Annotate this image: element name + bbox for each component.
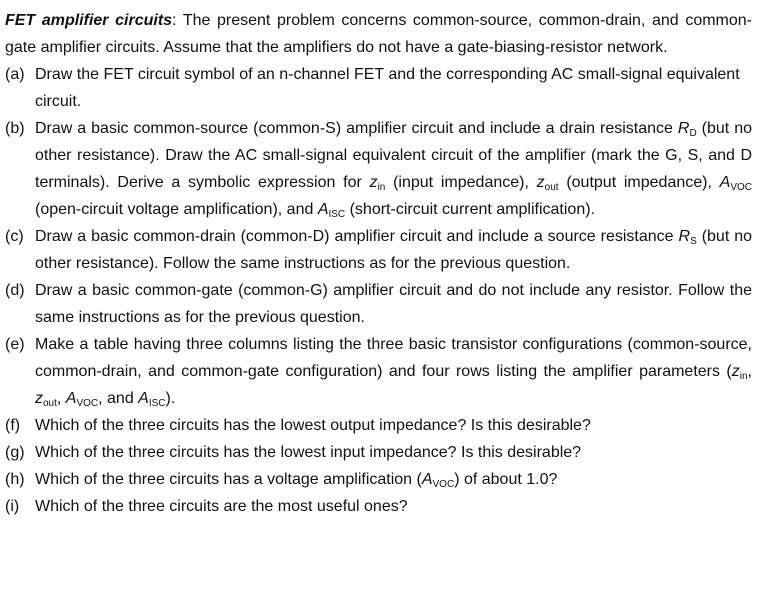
symbol-aisc: $A_{ISC}$	[317, 201, 346, 220]
question-label: (d)	[5, 282, 25, 299]
question-text-part: Make a table having three columns listing the three basic transistor configurations (common-source, common-drain, and common-gate configuration) and four rows listing the amplifier parameters (	[35, 336, 752, 380]
question-text-part: (short-circuit current amplification).	[345, 201, 595, 218]
question-label: (b)	[5, 120, 25, 137]
symbol-rd: $R_D$	[677, 120, 697, 139]
question-i	[5, 493, 752, 520]
question-text-part: ) of about 1.0?	[454, 471, 558, 488]
question-text-part: Which of the three circuits has the lowest output impedance? Is this desirable?	[35, 417, 591, 434]
question-text-part: Draw a basic common-source (common-S) amplifier circuit and include a drain resistance	[35, 120, 678, 137]
question-text	[35, 277, 752, 331]
question-text	[35, 115, 752, 223]
question-label: (i)	[5, 498, 20, 515]
question-text-part: ,	[747, 363, 752, 380]
question-text-part: (but no other resistance). Follow the same instructions as for the previous question.	[35, 228, 752, 272]
question-b	[5, 115, 752, 223]
question-label: (e)	[5, 336, 25, 353]
symbol-zout: $z_{out}$	[35, 390, 57, 409]
problem-title: FET amplifier circuits	[5, 12, 173, 29]
symbol-zin: $z_{in}$	[731, 363, 748, 382]
question-label: (c)	[5, 228, 24, 245]
question-e	[5, 331, 752, 412]
question-label: (a)	[5, 66, 25, 83]
question-d	[5, 277, 752, 331]
question-h	[5, 466, 752, 493]
question-text	[35, 223, 752, 277]
symbol-avoc: $A_{VOC}$	[719, 174, 753, 193]
symbol-zout: $z_{out}$	[536, 174, 559, 193]
question-text-part: (input impedance),	[385, 174, 537, 191]
question-text-part: , and	[98, 390, 139, 407]
question-label: (g)	[5, 444, 25, 461]
question-text-part: (open-circuit voltage amplification), and	[35, 201, 318, 218]
symbol-zin: $z_{in}$	[369, 174, 386, 193]
intro-text: : The present problem concerns common-source, common-drain, and common-gate amplifier circuits. Assume that the amplifiers do not have a gate-biasing-resistor network.	[5, 12, 752, 56]
question-text-part: Which of the three circuits has the lowest input impedance? Is this desirable?	[35, 444, 582, 461]
question-a	[5, 61, 752, 115]
question-text-part: ).	[165, 390, 176, 407]
question-text-part: Draw the FET circuit symbol of an n-channel FET and the corresponding AC small-signal equivalent circuit.	[35, 66, 740, 110]
question-text-part: Which of the three circuits has a voltage amplification (	[35, 471, 422, 488]
question-text-part: (but no other resistance). Draw the AC small-signal equivalent circuit of the amplifier (mark the G, S, and D terminals). Derive a symbolic expression for	[35, 120, 752, 191]
symbol-aisc: $A_{ISC}$	[138, 390, 166, 409]
question-text	[35, 61, 752, 115]
question-text-part: Which of the three circuits are the most useful ones?	[35, 498, 408, 515]
question-label: (f)	[5, 417, 21, 434]
symbol-rs: $R_S$	[678, 228, 697, 247]
question-text	[35, 466, 752, 493]
question-f	[5, 412, 752, 439]
question-label: (h)	[5, 471, 25, 488]
question-c	[5, 223, 752, 277]
question-text	[35, 493, 752, 520]
question-text	[35, 412, 752, 439]
question-g	[5, 439, 752, 466]
intro-paragraph	[5, 7, 752, 61]
symbol-avoc: $A_{VOC}$	[65, 390, 99, 409]
symbol-avoc: $A_{VOC}$	[421, 471, 455, 490]
question-text-part: Draw a basic common-gate (common-G) amplifier circuit and do not include any resistor. Follow the same instructions as for the previous question.	[35, 282, 752, 326]
question-text	[35, 439, 752, 466]
question-text	[35, 331, 752, 412]
question-text-part: Draw a basic common-drain (common-D) amplifier circuit and include a source resistance	[35, 228, 679, 245]
question-text-part: ,	[56, 390, 66, 407]
question-text-part: (output impedance),	[558, 174, 720, 191]
